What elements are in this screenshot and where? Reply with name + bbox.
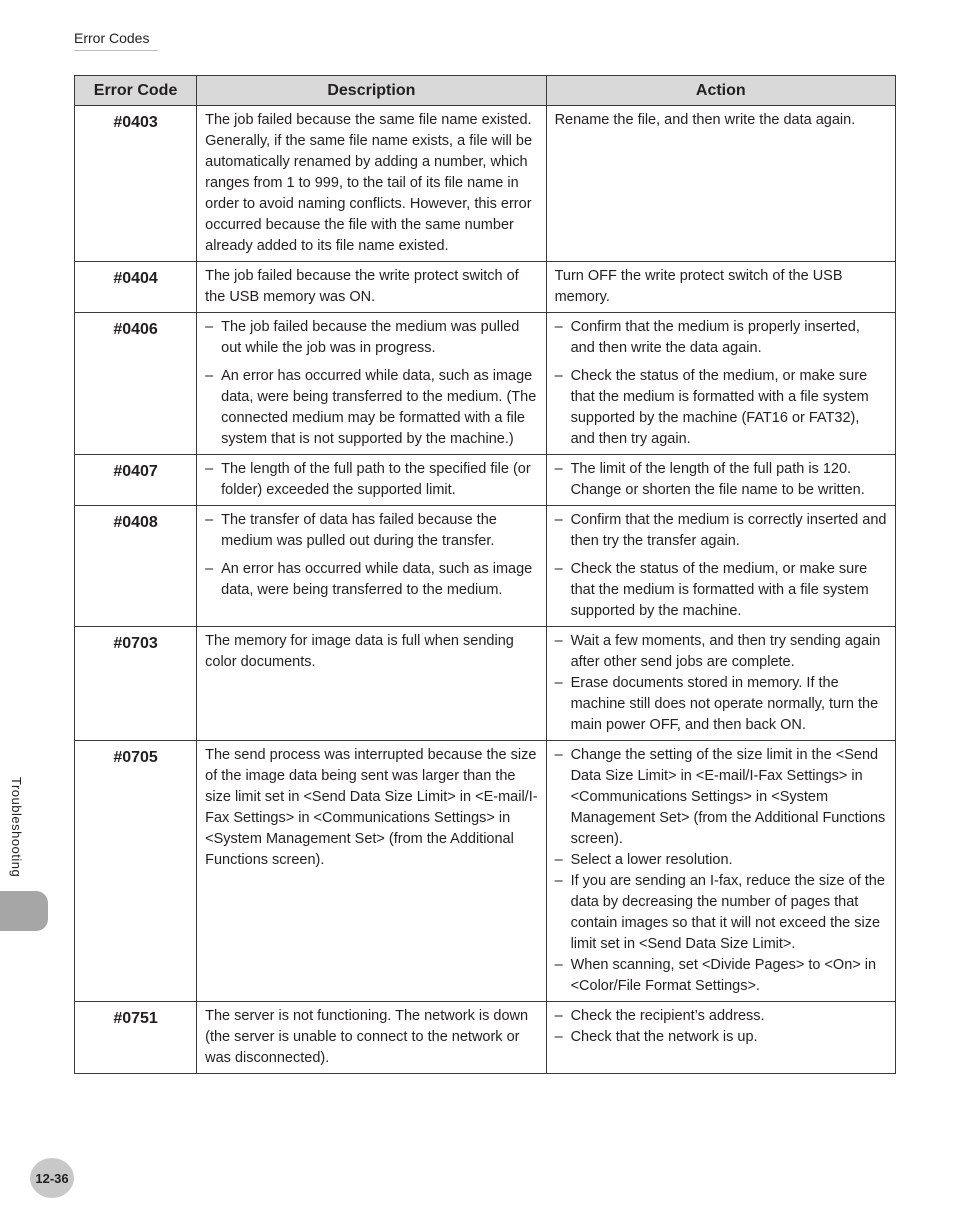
action-cell: [546, 1002, 895, 1074]
description-list-item: – An error has occurred while data, such as image data, were being transferred to the medium. (The connected medium may be formatted with a file system that is not supported by the machine.): [205, 366, 537, 450]
description-list-item: – The transfer of data has failed because the medium was pulled out during the transfer.: [205, 510, 537, 552]
description-list-item: – The job failed because the medium was pulled out while the job was in progress.: [205, 317, 537, 359]
action-list: [555, 317, 887, 450]
description-text: The job failed because the write protect switch of the USB memory was ON.: [205, 268, 519, 305]
action-cell: [546, 627, 895, 741]
action-list: [555, 745, 887, 997]
table-row: [75, 1002, 896, 1074]
section-tab-marker: [0, 891, 48, 931]
description-cell: [197, 506, 546, 627]
description-text: The job failed because the same file name existed. Generally, if the same file name exists, a file will be automatically renamed by adding a number, which ranges from 1 to 999, to the tail of its file name in order to avoid naming conflicts. However, this error occurred because the file with the same number already added to its file name existed.: [205, 112, 533, 254]
action-list-item: – If you are sending an I-fax, reduce the size of the data by decreasing the number of pages that contain images so that it will not exceed the size limit set in <Send Data Size Limit>.: [555, 871, 887, 955]
action-list-item: – Check that the network is up.: [555, 1027, 887, 1048]
table-row: [75, 313, 896, 455]
action-cell: [546, 506, 895, 627]
error-code-table: [74, 75, 896, 1074]
action-list: [555, 1006, 887, 1048]
running-header: Error Codes: [74, 30, 158, 51]
column-header-error-code: Error Code: [75, 76, 197, 106]
action-list: [555, 510, 887, 622]
action-list-item: – Check the recipient’s address.: [555, 1006, 887, 1027]
description-cell: [197, 106, 546, 262]
error-code-cell: #0751: [75, 1002, 197, 1074]
action-cell: [546, 741, 895, 1002]
page-number: 12-36: [30, 1158, 74, 1198]
action-list: [555, 459, 887, 501]
description-cell: [197, 741, 546, 1002]
action-list-item: – Confirm that the medium is properly inserted, and then write the data again.: [555, 317, 887, 359]
error-code-cell: #0407: [75, 455, 197, 506]
description-list-item: – An error has occurred while data, such as image data, were being transferred to the medium.: [205, 559, 537, 601]
action-cell: [546, 262, 895, 313]
error-code-cell: #0408: [75, 506, 197, 627]
action-list-item: – Check the status of the medium, or make sure that the medium is formatted with a file system supported by the machine (FAT16 or FAT32), and then try again.: [555, 366, 887, 450]
error-code-cell: #0406: [75, 313, 197, 455]
description-list: [205, 317, 537, 450]
error-code-cell: #0705: [75, 741, 197, 1002]
description-cell: [197, 455, 546, 506]
error-code-cell: #0703: [75, 627, 197, 741]
column-header-action: Action: [546, 76, 895, 106]
action-list-item: – Change the setting of the size limit in the <Send Data Size Limit> in <E-mail/I-Fax Settings> in <Communications Settings> in <System Management Set> (from the Additional Functions screen).: [555, 745, 887, 850]
description-text: The server is not functioning. The network is down (the server is unable to connect to the network or was disconnected).: [205, 1008, 529, 1066]
table-row: [75, 262, 896, 313]
action-list-item: – The limit of the length of the full path is 120. Change or shorten the file name to be written.: [555, 459, 887, 501]
action-list-item: – When scanning, set <Divide Pages> to <On> in <Color/File Format Settings>.: [555, 955, 887, 997]
action-list-item: – Select a lower resolution.: [555, 850, 887, 871]
description-text: The send process was interrupted because the size of the image data being sent was larger than the size limit set in <Send Data Size Limit> in <E-mail/I-Fax Settings> in <Communications Settings> in <System Management Set> (from the Additional Functions screen).: [205, 747, 538, 868]
action-cell: [546, 106, 895, 262]
description-cell: [197, 627, 546, 741]
table-row: [75, 106, 896, 262]
table-header-row: [75, 76, 896, 106]
action-cell: [546, 455, 895, 506]
table-row: [75, 627, 896, 741]
description-cell: [197, 1002, 546, 1074]
error-code-cell: #0403: [75, 106, 197, 262]
description-cell: [197, 262, 546, 313]
action-list-item: – Wait a few moments, and then try sending again after other send jobs are complete.: [555, 631, 887, 673]
table-row: [75, 741, 896, 1002]
description-list: [205, 510, 537, 601]
error-code-cell: #0404: [75, 262, 197, 313]
action-list-item: – Erase documents stored in memory. If the machine still does not operate normally, turn the main power OFF, and then back ON.: [555, 673, 887, 736]
action-text: Turn OFF the write protect switch of the USB memory.: [554, 268, 843, 305]
description-list-item: – The length of the full path to the specified file (or folder) exceeded the supported limit.: [205, 459, 537, 501]
table-row: [75, 455, 896, 506]
table-row: [75, 506, 896, 627]
table-body: [75, 106, 896, 1074]
description-list: [205, 459, 537, 501]
description-text: The memory for image data is full when sending color documents.: [205, 633, 514, 670]
column-header-description: Description: [197, 76, 546, 106]
action-list-item: – Confirm that the medium is correctly inserted and then try the transfer again.: [555, 510, 887, 552]
action-cell: [546, 313, 895, 455]
action-list-item: – Check the status of the medium, or make sure that the medium is formatted with a file system supported by the machine.: [555, 559, 887, 622]
action-text: Rename the file, and then write the data again.: [554, 112, 856, 128]
action-list: [555, 631, 887, 736]
description-cell: [197, 313, 546, 455]
section-tab-label: Troubleshooting: [9, 777, 24, 878]
